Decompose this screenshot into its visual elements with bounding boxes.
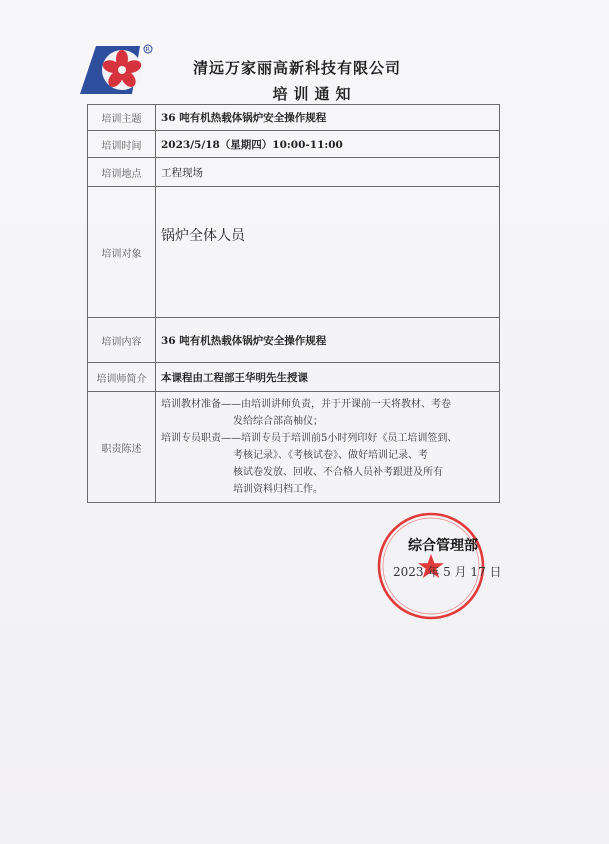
row-topic (88, 105, 500, 131)
topic-label: 培训主题 (88, 105, 156, 131)
duty-line: 培训资料归档工作。 (233, 484, 323, 495)
issuing-department: 综合管理部 (408, 538, 478, 554)
row-trainer (88, 363, 500, 392)
duty-line: 培训教材准备——由培训讲师负责，并于开课前一天将教材、考卷 (161, 399, 451, 410)
duties-label: 职责陈述 (88, 392, 156, 503)
company-name: 清远万家丽高新科技有限公司 (193, 59, 402, 77)
duty-line: 培训专员职责——培训专员于培训前5小时列印好《员工培训签到、 (161, 433, 458, 444)
audience-value: 锅炉全体人员 (156, 187, 500, 318)
duties-text (156, 392, 500, 503)
row-audience (88, 187, 500, 318)
audience-label: 培训对象 (88, 187, 156, 318)
training-notice-table (87, 104, 500, 503)
place-label: 培训地点 (88, 158, 156, 187)
row-content (88, 318, 500, 363)
time-label: 培训时间 (88, 131, 156, 158)
topic-value: 36 吨有机热载体锅炉安全操作规程 (156, 105, 500, 131)
row-time (88, 131, 500, 158)
svg-text:R: R (145, 46, 150, 54)
duty-line: 核试卷发放、回收、不合格人员补考跟进及所有 (233, 467, 443, 478)
place-value: 工程现场 (156, 158, 500, 187)
issue-date: 2023 年 5 月 17 日 (393, 565, 502, 579)
content-value: 36 吨有机热载体锅炉安全操作规程 (156, 318, 500, 363)
trainer-label: 培训师简介 (88, 363, 156, 392)
time-value: 2023/5/18（星期四）10:00-11:00 (156, 131, 500, 158)
trainer-value: 本课程由工程部王华明先生授课 (156, 363, 500, 392)
duty-line: 发给综合部高柚仪； (233, 416, 323, 427)
row-place (88, 158, 500, 187)
row-duties (88, 392, 500, 503)
duty-line: 考核记录》、《考核试卷》、做好培训记录、考 (233, 450, 428, 461)
content-label: 培训内容 (88, 318, 156, 363)
document-title: 培训通知 (272, 85, 357, 103)
